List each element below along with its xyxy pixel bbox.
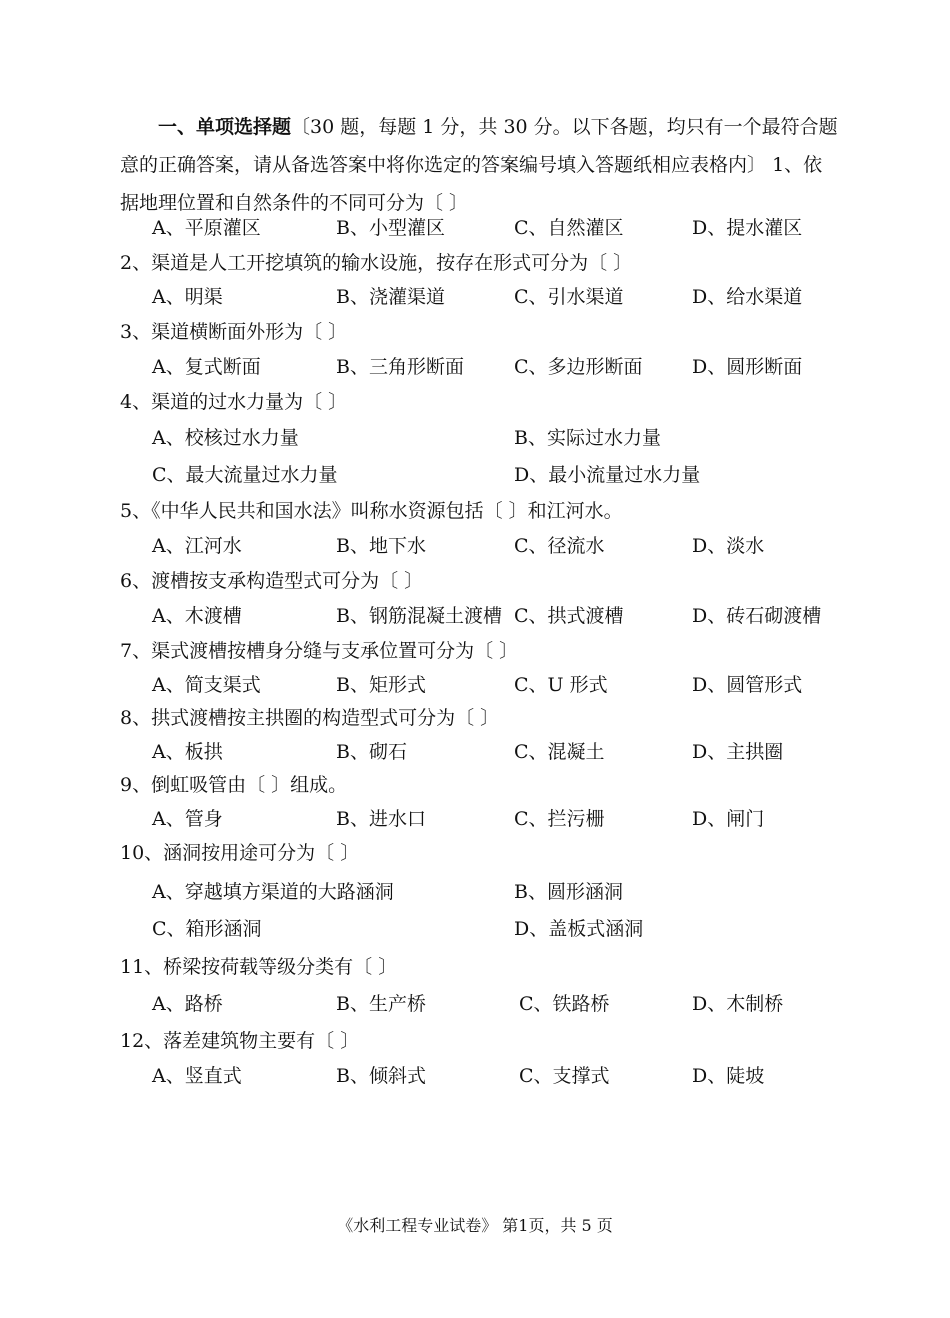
section-intro xyxy=(120,108,838,222)
question-7-stem: 7、渠式渡槽按槽身分缝与支承位置可分为〔 〕 xyxy=(120,640,519,662)
section-instructions: 〔30 题，每题 1 分，共 30 分。以下各题，均只有一个最符合题意的正确答案，请从备选答案中将你选定的答案编号填入答题纸相应表格内〕 xyxy=(120,116,838,176)
q11-option-c: C、铁路桥 xyxy=(519,993,610,1015)
q10-option-c: C、箱形涵洞 xyxy=(152,918,262,940)
q7-option-b: B、矩形式 xyxy=(336,674,426,696)
q8-option-a: A、板拱 xyxy=(152,741,223,763)
q4-option-b: B、实际过水力量 xyxy=(514,427,661,449)
q6-option-a: A、木渡槽 xyxy=(152,605,242,627)
q12-option-c: C、支撑式 xyxy=(519,1065,610,1087)
q3-option-b: B、三角形断面 xyxy=(336,356,464,378)
q12-option-d: D、陡坡 xyxy=(692,1065,765,1087)
question-5-stem: 5、《中华人民共和国水法》叫称水资源包括〔 〕和江河水。 xyxy=(120,500,623,522)
q8-option-b: B、砌石 xyxy=(336,741,407,763)
q1-option-a: A、平原灌区 xyxy=(152,217,261,239)
question-6-stem: 6、渡槽按支承构造型式可分为〔 〕 xyxy=(120,570,424,592)
q2-option-b: B、浇灌渠道 xyxy=(336,286,445,308)
q2-option-c: C、引水渠道 xyxy=(514,286,624,308)
question-1-stem: 1、依据地理位置和自然条件的不同可分为〔 〕 xyxy=(120,154,823,214)
q5-option-a: A、江河水 xyxy=(152,535,242,557)
question-2-stem: 2、渠道是人工开挖填筑的输水设施，按存在形式可分为〔 〕 xyxy=(120,252,633,274)
q9-option-a: A、管身 xyxy=(152,808,223,830)
q6-option-b: B、钢筋混凝土渡槽 xyxy=(336,605,502,627)
q11-option-a: A、路桥 xyxy=(152,993,223,1015)
q9-option-c: C、拦污栅 xyxy=(514,808,605,830)
section-title: 一、单项选择题 xyxy=(158,116,292,138)
question-10-stem: 10、涵洞按用途可分为〔 〕 xyxy=(120,842,360,864)
question-4-stem: 4、渠道的过水力量为〔 〕 xyxy=(120,391,348,413)
q5-option-c: C、径流水 xyxy=(514,535,605,557)
q7-option-c: C、U 形式 xyxy=(514,674,608,696)
q3-option-d: D、圆形断面 xyxy=(692,356,803,378)
page-footer: 《水利工程专业试卷》 第1页，共 5 页 xyxy=(337,1216,613,1235)
q8-option-c: C、混凝土 xyxy=(514,741,605,763)
question-11-stem: 11、桥梁按荷载等级分类有〔 〕 xyxy=(120,956,398,978)
q6-option-c: C、拱式渡槽 xyxy=(514,605,624,627)
q8-option-d: D、主拱圈 xyxy=(692,741,784,763)
q12-option-b: B、倾斜式 xyxy=(336,1065,426,1087)
q4-option-c: C、最大流量过水力量 xyxy=(152,464,338,486)
q3-option-c: C、多边形断面 xyxy=(514,356,643,378)
question-8-stem: 8、拱式渡槽按主拱圈的构造型式可分为〔 〕 xyxy=(120,707,500,729)
q9-option-b: B、进水口 xyxy=(336,808,426,830)
q7-option-d: D、圆管形式 xyxy=(692,674,803,696)
q7-option-a: A、简支渠式 xyxy=(152,674,261,696)
q3-option-a: A、复式断面 xyxy=(152,356,261,378)
q10-option-b: B、圆形涵洞 xyxy=(514,881,623,903)
q4-option-d: D、最小流量过水力量 xyxy=(514,464,701,486)
q2-option-a: A、明渠 xyxy=(152,286,223,308)
q9-option-d: D、闸门 xyxy=(692,808,765,830)
q12-option-a: A、竖直式 xyxy=(152,1065,242,1087)
question-3-stem: 3、渠道横断面外形为〔 〕 xyxy=(120,321,348,343)
q10-option-a: A、穿越填方渠道的大路涵洞 xyxy=(152,881,394,903)
q5-option-d: D、淡水 xyxy=(692,535,765,557)
q11-option-b: B、生产桥 xyxy=(336,993,426,1015)
q6-option-d: D、砖石砌渡槽 xyxy=(692,605,822,627)
q5-option-b: B、地下水 xyxy=(336,535,426,557)
q1-option-c: C、自然灌区 xyxy=(514,217,624,239)
q1-option-d: D、提水灌区 xyxy=(692,217,803,239)
q2-option-d: D、给水渠道 xyxy=(692,286,803,308)
q4-option-a: A、校核过水力量 xyxy=(152,427,299,449)
q1-option-b: B、小型灌区 xyxy=(336,217,445,239)
q11-option-d: D、木制桥 xyxy=(692,993,784,1015)
question-9-stem: 9、倒虹吸管由〔 〕组成。 xyxy=(120,774,348,796)
q10-option-d: D、盖板式涵洞 xyxy=(514,918,644,940)
question-12-stem: 12、落差建筑物主要有〔 〕 xyxy=(120,1030,360,1052)
